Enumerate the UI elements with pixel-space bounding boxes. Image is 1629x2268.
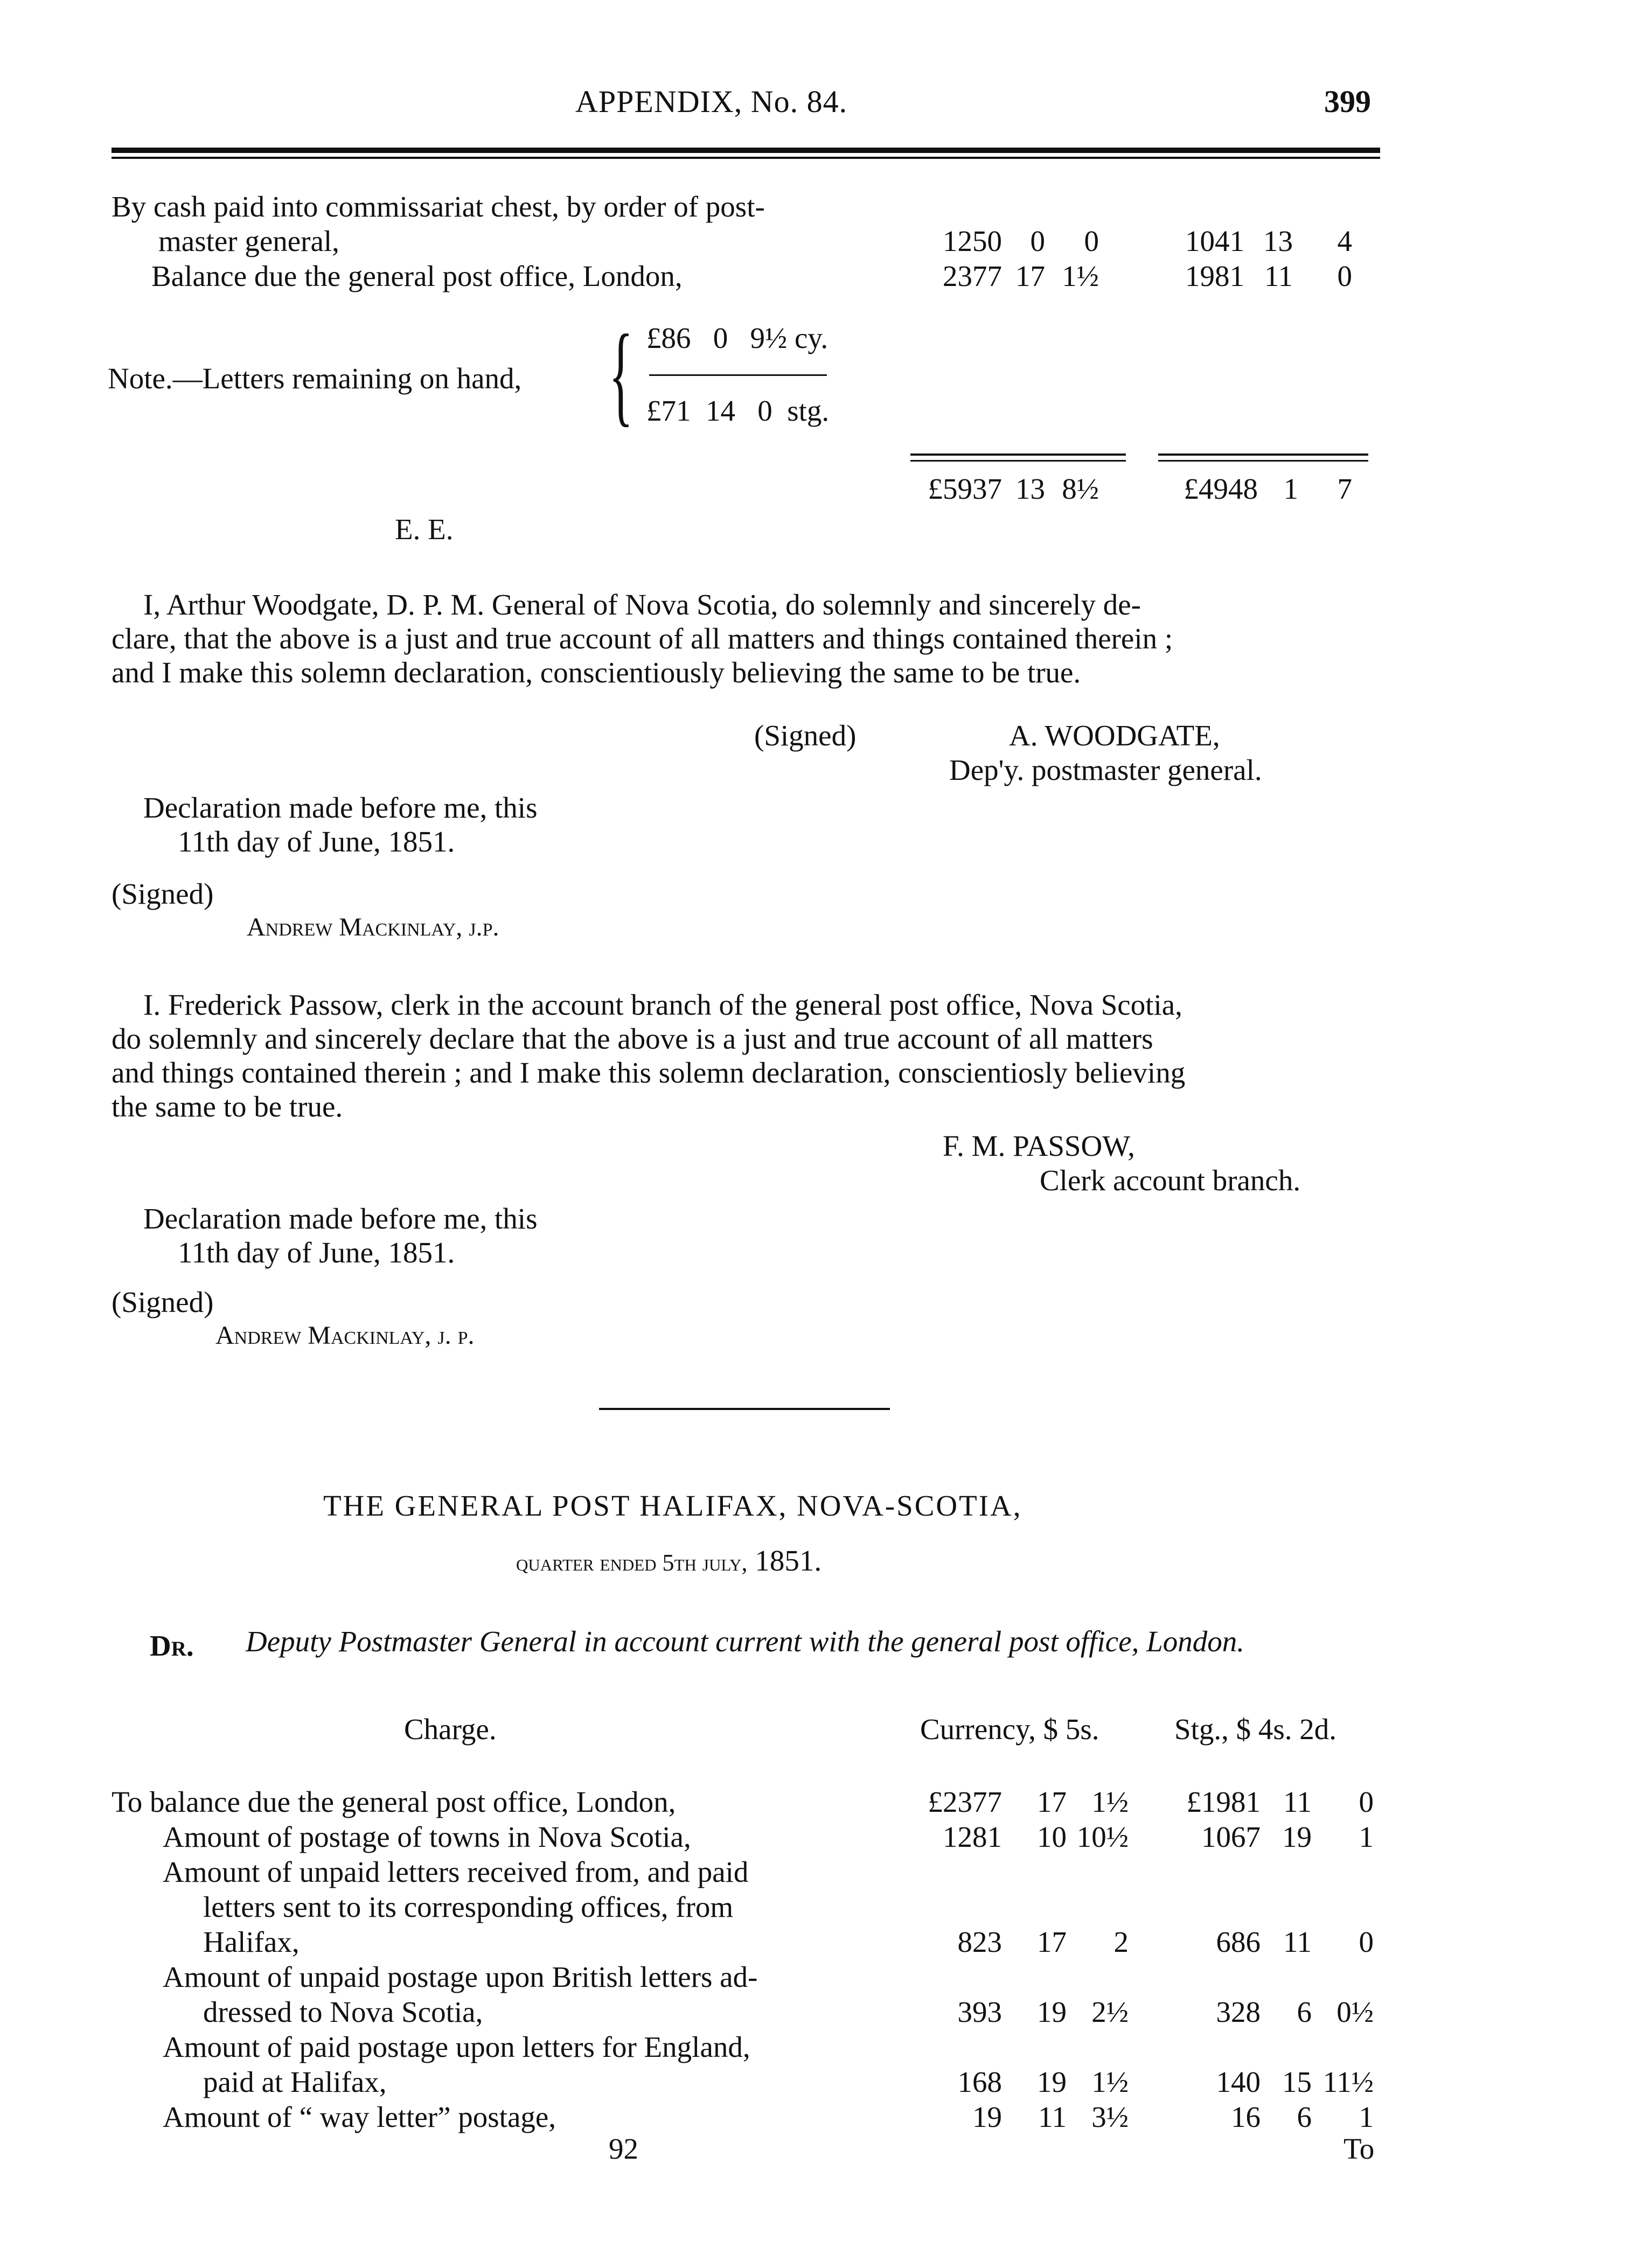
col-header-currency: Currency, $ 5s.	[920, 1713, 1099, 1746]
charge-row-3-line-1: Amount of unpaid letters received from, and paid	[163, 1855, 749, 1888]
total-cy-pence: 8½	[1062, 472, 1099, 505]
decl2-line-3: and things contained therein ; and I make this solemn declaration, conscientiosly believing	[112, 1056, 1186, 1089]
total-cy-shillings: 13	[1015, 472, 1045, 505]
top-row-2-stg-shillings: 11	[1264, 260, 1293, 292]
decl1-signed-2: (Signed)	[112, 877, 214, 910]
charge-row-1-cy-pounds: £2377	[928, 1785, 1002, 1818]
charge-row-4-stg-shillings: 6	[1297, 1995, 1312, 2028]
charge-row-3-stg-pounds: 686	[1216, 1925, 1261, 1958]
charge-row-2-cy-pounds: 1281	[943, 1820, 1002, 1853]
top-row-2-cy-pence: 1½	[1062, 260, 1099, 292]
charge-row-2-stg-shillings: 19	[1282, 1820, 1312, 1853]
section-separator	[599, 1408, 890, 1410]
charge-row-5-line-1: Amount of paid postage upon letters for England,	[163, 2030, 750, 2063]
charge-row-4-line-2: dressed to Nova Scotia,	[203, 1995, 483, 2028]
charge-row-4-stg-pounds: 328	[1216, 1995, 1261, 2028]
decl1-line-3: and I make this solemn declaration, conscientiously believing the same to be true.	[112, 656, 1081, 689]
charge-row-5-cy-shillings: 19	[1037, 2065, 1067, 2098]
charge-row-3-cy-pence: 2	[1113, 1925, 1129, 1958]
col-header-charge: Charge.	[404, 1713, 497, 1746]
charge-row-3-line-3: Halifax,	[203, 1925, 300, 1958]
decl1-line-1: I, Arthur Woodgate, D. P. M. General of Nova Scotia, do solemnly and sincerely de-	[143, 588, 1141, 621]
charge-row-1-stg-pence: 0	[1359, 1785, 1374, 1818]
top-row-2-cy-pounds: 2377	[943, 260, 1002, 292]
charge-row-6-cy-pence: 3½	[1091, 2100, 1129, 2133]
section-subtitle-text: quarter ended 5th july,	[516, 1550, 748, 1576]
charge-row-3-stg-pence: 0	[1359, 1925, 1374, 1958]
charge-row-3-line-2: letters sent to its corresponding offices, from	[203, 1890, 734, 1923]
section-title: THE GENERAL POST HALIFAX, NOVA-SCOTIA,	[323, 1489, 1022, 1522]
charge-row-6-cy-shillings: 11	[1038, 2100, 1067, 2133]
charge-row-2-cy-shillings: 10	[1037, 1820, 1067, 1853]
charge-row-2-stg-pence: 1	[1359, 1820, 1374, 1853]
decl1-line-2: clare, that the above is a just and true account of all matters and things contained therein ;	[112, 622, 1173, 655]
top-row-1-cy-pounds: 1250	[943, 225, 1002, 257]
section-subtitle	[516, 1546, 822, 1575]
charge-row-4-cy-shillings: 19	[1037, 1995, 1067, 2028]
charge-row-6-cy-pounds: 19	[972, 2100, 1002, 2133]
charge-row-2-stg-pounds: 1067	[1201, 1820, 1261, 1853]
total-stg-pounds: £4948	[1184, 472, 1258, 505]
note-label: Note.—Letters remaining on hand,	[108, 362, 522, 395]
decl2-line-4: the same to be true.	[112, 1090, 343, 1123]
top-row-2-cy-shillings: 17	[1015, 260, 1045, 292]
charge-row-3-cy-pounds: 823	[957, 1925, 1002, 1958]
charge-row-5-cy-pounds: 168	[957, 2065, 1002, 2098]
charge-row-1-cy-pence: 1½	[1091, 1785, 1129, 1818]
decl1-signed: (Signed)	[754, 719, 857, 752]
charge-row-5-stg-shillings: 15	[1282, 2065, 1312, 2098]
decl2-before-line-1: Declaration made before me, this	[143, 1202, 538, 1235]
totals-rule-cy-a	[910, 453, 1126, 456]
account-description-text: Deputy Postmaster General in account current with the general post office, London.	[246, 1625, 1244, 1658]
decl2-before-line-2: 11th day of June, 1851.	[178, 1236, 455, 1269]
top-row-2-stg-pence: 0	[1337, 260, 1352, 292]
charge-row-5-cy-pence: 1½	[1091, 2065, 1129, 2098]
charge-row-1-cy-shillings: 17	[1037, 1785, 1067, 1818]
decl1-signatory-name: A. WOODGATE,	[1009, 719, 1220, 752]
ee-mark: E. E.	[395, 513, 454, 546]
total-cy-pounds: £5937	[928, 472, 1002, 505]
charge-row-3-cy-shillings: 17	[1037, 1925, 1067, 1958]
decl1-before-line-2: 11th day of June, 1851.	[178, 825, 455, 858]
decl1-before-line-1: Declaration made before me, this	[143, 791, 538, 824]
top-row-1-stg-pence: 4	[1337, 225, 1352, 257]
charge-row-1-stg-pounds: £1981	[1186, 1785, 1261, 1818]
dr-label: Dr.	[150, 1629, 194, 1662]
charge-row-6-stg-shillings: 6	[1297, 2100, 1312, 2133]
charge-row-6-line-1: Amount of “ way letter” postage,	[163, 2100, 556, 2133]
header-rule-thin	[112, 157, 1380, 159]
decl1-jp: Andrew Mackinlay, j.p.	[247, 913, 499, 941]
total-stg-shillings: 1	[1283, 472, 1298, 505]
charge-row-4-line-1: Amount of unpaid postage upon British letters ad-	[163, 1960, 758, 1993]
col-header-sterling: Stg., $ 4s. 2d.	[1174, 1713, 1337, 1746]
note-value-stg: £71 14 0 stg.	[646, 394, 830, 427]
charge-row-6-stg-pence: 1	[1359, 2100, 1374, 2133]
top-row-2-line-1: Balance due the general post office, London,	[151, 260, 683, 292]
decl2-line-1: I. Frederick Passow, clerk in the account branch of the general post office, Nova Scotia,	[143, 988, 1182, 1021]
decl2-signed: (Signed)	[112, 1286, 214, 1318]
header-rule-thick	[112, 148, 1380, 153]
top-row-1-cy-shillings: 0	[1030, 225, 1045, 257]
account-description	[246, 1627, 1244, 1656]
decl2-line-2: do solemnly and sincerely declare that the above is a just and true account of all matters	[112, 1022, 1153, 1055]
totals-rule-stg-a	[1158, 453, 1368, 456]
charge-row-5-line-2: paid at Halifax,	[203, 2065, 387, 2098]
top-row-1-stg-pounds: 1041	[1185, 225, 1244, 257]
decl2-signatory-title: Clerk account branch.	[1040, 1164, 1301, 1197]
page-number: 399	[1324, 84, 1371, 119]
charge-row-1-stg-shillings: 11	[1283, 1785, 1312, 1818]
top-row-1-cy-pence: 0	[1084, 225, 1099, 257]
charge-row-2-line-1: Amount of postage of towns in Nova Scotia,	[163, 1820, 691, 1853]
note-brace: {	[609, 312, 634, 437]
charge-row-5-stg-pence: 11½	[1322, 2065, 1374, 2098]
note-value-cy: £86 0 9½ cy.	[646, 322, 829, 354]
page-header-title: APPENDIX, No. 84.	[575, 84, 848, 119]
decl2-jp: Andrew Mackinlay, j. p.	[215, 1321, 475, 1350]
top-row-1-line-1: By cash paid into commissariat chest, by order of post-	[112, 190, 765, 223]
top-row-2-stg-pounds: 1981	[1185, 260, 1244, 292]
totals-rule-cy-b	[910, 460, 1126, 462]
charge-row-5-stg-pounds: 140	[1216, 2065, 1261, 2098]
charge-row-4-cy-pounds: 393	[957, 1995, 1002, 2028]
note-divider	[649, 374, 827, 376]
section-subtitle-year: 1851.	[755, 1544, 822, 1577]
top-row-1-stg-shillings: 13	[1263, 225, 1293, 257]
charge-row-4-stg-pence: 0½	[1336, 1995, 1374, 2028]
totals-rule-stg-b	[1158, 460, 1368, 462]
signature-mark: 92	[609, 2132, 638, 2165]
charge-row-2-cy-pence: 10½	[1076, 1820, 1129, 1853]
charge-row-6-stg-pounds: 16	[1231, 2100, 1261, 2133]
charge-row-3-stg-shillings: 11	[1283, 1925, 1312, 1958]
charge-row-4-cy-pence: 2½	[1091, 1995, 1129, 2028]
charge-row-1-line-1: To balance due the general post office, London,	[112, 1785, 676, 1818]
total-stg-pence: 7	[1337, 472, 1352, 505]
decl2-signatory-name: F. M. PASSOW,	[943, 1129, 1135, 1162]
decl1-signatory-title: Dep'y. postmaster general.	[949, 753, 1262, 786]
top-row-1-line-2: master general,	[158, 225, 339, 257]
catchword: To	[1343, 2132, 1375, 2165]
